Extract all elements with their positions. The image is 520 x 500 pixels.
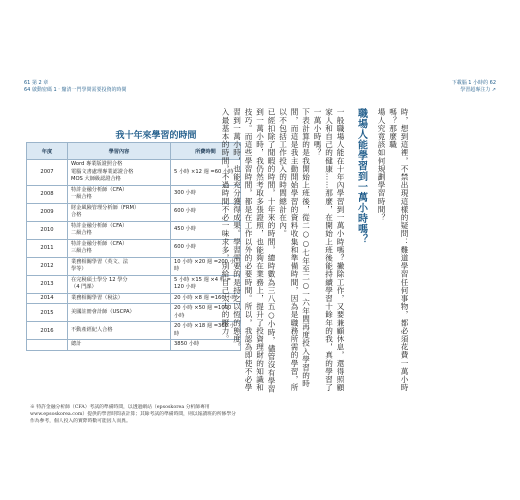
page-header-right <box>452 80 496 94</box>
header-content: 學習內容 <box>68 143 171 160</box>
table-row <box>27 304 241 322</box>
total-label-cell: 總計 <box>68 340 171 351</box>
header-left-line2: 64 啟動密碼 1 ‧ 釐清一門學問需要投資的時間 <box>24 87 127 93</box>
content-cell: 財金風險管理分析師（FRM） 合格 <box>68 203 171 221</box>
hours-cell: 10 小時 ×20 週 =200 小時 <box>171 257 241 275</box>
table-row <box>27 203 241 221</box>
paragraph-4: 入最基本的時間，不過時間不必一味求多，別給自己太大的壓力。 <box>221 108 230 343</box>
hours-cell: 20 小時 ×18 週 =360 小時 <box>171 322 241 340</box>
year-cell: 2008 <box>27 185 68 203</box>
year-cell: 2010 <box>27 221 68 239</box>
year-cell: 2016 <box>27 322 68 340</box>
header-hours: 所費時間 <box>171 143 241 160</box>
table-row <box>27 322 241 340</box>
content-cell: Word 專業版證照合格 電腦文書處理專業認證合格 MOS 大師級認證合格 <box>68 160 171 186</box>
paragraph-3: 已經扣除了閒暇的時間，十年來的時間，總時數為三八五○小時，儘管沒有學習到一萬小時，我仍然考取多張證照，也能夠在業務上，提升了投資理財的知識和技巧。而這些學習時間，都是在工作以外的必要時間。所以，我認為即使不必學習到一萬小時，也能充分獲得成果。學習需要的是持之以恆的態度。 <box>232 108 276 393</box>
table-row <box>27 239 241 257</box>
total-hours-cell: 3850 小時 <box>171 340 241 351</box>
table-row <box>27 185 241 203</box>
intro-column-1: 時，想到這裡，不禁出現這樣的疑問：難道學習任何事物，都必須花費一萬小時嗎？那麼職 <box>388 108 409 392</box>
intro-column-2: 場人究竟該如何規劃學習時間？ <box>377 108 386 222</box>
hours-cell: 5 小時 ×12 週 =60 小時 <box>171 160 241 186</box>
header-right-line1: 下載腦 1 小時的 62 <box>451 80 496 86</box>
table-row <box>27 293 241 304</box>
table-row <box>27 275 241 293</box>
year-cell: 2014 <box>27 293 68 304</box>
content-cell: 特許金融分析師（CFA） 三級合格 <box>68 239 171 257</box>
section-heading: 職場人能學習到一萬小時嗎？ <box>355 108 367 245</box>
table-title: 我十年來學習的時間 <box>115 131 197 141</box>
table-row <box>27 340 241 351</box>
year-cell <box>27 340 68 351</box>
paragraph-2: 下表計算的是我開始上班後，從二○○七年至二○一六年間再度投入學習的時間，而這是我主動開始學習的資料收集和準備時間，因為是職務所需的學習，所以不包括工作投入的時間總計在內。 <box>278 108 311 392</box>
header-year: 年度 <box>27 143 68 160</box>
hours-cell: 300 小時 <box>171 185 241 203</box>
hours-cell: 450 小時 <box>171 221 241 239</box>
table-row <box>27 160 241 186</box>
content-cell: 特許金融分析師（CFA） 二級合格 <box>68 221 171 239</box>
year-cell: 2009 <box>27 203 68 221</box>
header-left-line1: 61 第 2 章 <box>24 80 49 86</box>
table-footnote: ※ 特許金融分析師（CFA）考試的準備時間，以透過網站（epsoskorea 分析師專用 www.epsoskorea.com）提供的學習時間表計算；其餘考試的準備時間，則以報讀班的所修學分作為參考，個人投入的實際時數可能因人而異。 <box>30 405 236 424</box>
content-cell: 業務相關學習（稅法） <box>68 293 171 304</box>
page-header-left <box>24 80 127 94</box>
content-cell: 特許金融分析師（CFA） 一級合格 <box>68 185 171 203</box>
content-cell: 業務相關學習（英文、法 學等） <box>68 257 171 275</box>
header-right-line2: 學習超專注力 ↗ <box>460 87 496 93</box>
year-cell: 2012 <box>27 257 68 275</box>
year-cell: 2007 <box>27 160 68 186</box>
table-row <box>27 221 241 239</box>
study-hours-table <box>26 142 241 351</box>
hours-cell: 600 小時 <box>171 203 241 221</box>
year-cell: 2013 <box>27 275 68 293</box>
hours-cell: 20 小時 ×8 週 =160 小時 <box>171 293 241 304</box>
table-row <box>27 257 241 275</box>
hours-cell: 600 小時 <box>171 239 241 257</box>
year-cell: 2011 <box>27 239 68 257</box>
year-cell: 2015 <box>27 304 68 322</box>
paragraph-1: 一般職場人能在十年內學習到一萬小時嗎？撇除工作，又要兼顧休息，還得照顧家人和自己的健康……那麼，在開始上班後能持續學習十餘年的我，真的學習了一萬小時嗎？ <box>313 108 345 392</box>
content-cell: 不動產經紀人合格 <box>68 322 171 340</box>
table-header-row <box>27 143 241 160</box>
vertical-body-text <box>220 108 411 398</box>
hours-cell: 20 小時 ×50 週 =1000 小時 <box>171 304 241 322</box>
content-cell: 美國註冊會計師（USCPA） <box>68 304 171 322</box>
content-cell: 在完稅碩士學分 12 學分 （4 門課） <box>68 275 171 293</box>
hours-cell: 5 小時 ×15 週 ×4 科 = 120 小時 <box>171 275 241 293</box>
